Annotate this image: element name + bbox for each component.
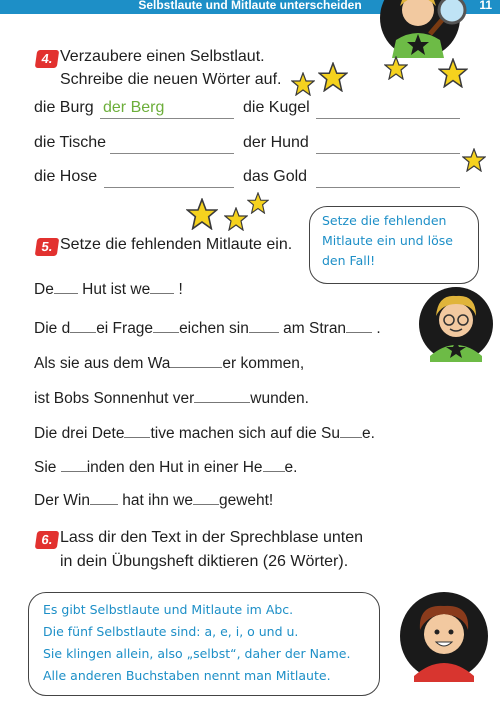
sentence-5 xyxy=(34,423,375,443)
star-icon xyxy=(186,198,218,230)
gap-blank[interactable] xyxy=(153,318,179,333)
task-number-4: 4. xyxy=(35,50,60,68)
sentence-7 xyxy=(34,490,273,510)
answer-line[interactable] xyxy=(110,153,234,154)
text-fragment: ! xyxy=(178,281,183,298)
text-fragment: Die drei Dete xyxy=(34,425,125,442)
boy-avatar xyxy=(398,590,490,682)
text-fragment: De xyxy=(34,281,54,298)
hint-line: Setze die fehlenden xyxy=(322,213,447,228)
sentence-6 xyxy=(34,457,297,477)
hint-line: den Fall! xyxy=(322,253,376,268)
gap-blank[interactable] xyxy=(346,318,372,333)
gap-blank[interactable] xyxy=(61,457,87,472)
answer-line[interactable] xyxy=(316,118,460,119)
gap-blank[interactable] xyxy=(150,279,174,294)
text-fragment: Als sie aus dem Wa xyxy=(34,355,171,372)
gap-blank[interactable] xyxy=(249,318,279,333)
text-fragment: geweht! xyxy=(218,492,274,509)
gap-blank[interactable] xyxy=(70,318,96,333)
text-fragment: wunden. xyxy=(250,390,309,407)
word-der-hund: der Hund xyxy=(243,134,309,151)
text-fragment: hat ihn we xyxy=(117,492,193,509)
task4-instruction-line2: Schreibe die neuen Wörter auf. xyxy=(60,71,282,88)
task6-instruction-line2: in dein Übungsheft diktieren (26 Wörter). xyxy=(60,553,349,570)
dictation-line: Die fünf Selbstlaute sind: a, e, i, o und u. xyxy=(43,624,299,639)
task6-instruction-line1: Lass dir den Text in der Sprechblase unten xyxy=(60,529,364,546)
star-icon xyxy=(462,148,486,172)
word-das-gold: das Gold xyxy=(243,168,308,185)
word-die-hose: die Hose xyxy=(34,168,98,185)
answer-line[interactable] xyxy=(100,118,234,119)
gap-blank[interactable] xyxy=(340,423,362,438)
detective-avatar xyxy=(418,286,494,362)
task-number-6: 6. xyxy=(35,531,60,549)
task-number-5: 5. xyxy=(35,238,60,256)
gap-blank[interactable] xyxy=(194,388,250,403)
sentence-3 xyxy=(34,353,304,373)
text-fragment: Hut ist we xyxy=(82,281,151,298)
text-fragment: er kommen, xyxy=(222,355,305,372)
task4-instruction-line1: Verzaubere einen Selbstlaut. xyxy=(60,48,265,65)
dictation-line: Es gibt Selbstlaute und Mitlaute im Abc. xyxy=(43,602,294,617)
gap-blank[interactable] xyxy=(170,353,222,368)
text-fragment: inden den Hut in einer He xyxy=(86,459,263,476)
text-fragment: ei Frage xyxy=(96,320,154,337)
task5-instruction: Setze die fehlenden Mitlaute ein. xyxy=(60,236,293,253)
answer-der-berg: der Berg xyxy=(103,99,165,116)
text-fragment: tive machen sich auf die Su xyxy=(150,425,341,442)
hint-line: Mitlaute ein und löse xyxy=(322,233,453,248)
gap-blank[interactable] xyxy=(193,490,219,505)
detective-magnifier-illustration xyxy=(378,0,478,58)
dictation-line: Sie klingen allein, also „selbst“, daher der Name. xyxy=(43,646,351,661)
sentence-1 xyxy=(34,279,183,299)
text-fragment: e. xyxy=(362,425,375,442)
gap-blank[interactable] xyxy=(54,279,78,294)
word-die-tische: die Tische xyxy=(34,134,107,151)
gap-blank[interactable] xyxy=(124,423,150,438)
text-fragment: Die d xyxy=(34,320,71,337)
star-icon xyxy=(247,192,269,214)
sentence-2 xyxy=(34,318,381,338)
hint-speech-bubble xyxy=(309,206,479,284)
answer-line[interactable] xyxy=(104,187,234,188)
star-icon xyxy=(291,72,315,96)
gap-blank[interactable] xyxy=(90,490,118,505)
sentence-4 xyxy=(34,388,309,408)
text-fragment: am Stran xyxy=(283,320,347,337)
gap-blank[interactable] xyxy=(263,457,285,472)
text-fragment: eichen sin xyxy=(179,320,249,337)
text-fragment: . xyxy=(376,320,381,337)
star-icon xyxy=(224,207,248,231)
star-icon xyxy=(318,62,348,92)
word-die-burg: die Burg xyxy=(34,99,94,116)
dictation-speech-bubble xyxy=(28,592,380,696)
page-number: 11 xyxy=(479,0,492,12)
page-title: Selbstlaute und Mitlaute unterscheiden xyxy=(138,0,362,12)
answer-line[interactable] xyxy=(316,153,460,154)
answer-line[interactable] xyxy=(316,187,460,188)
star-icon xyxy=(384,56,408,80)
dictation-line: Alle anderen Buchstaben nennt man Mitlaute. xyxy=(43,668,331,683)
text-fragment: Sie xyxy=(34,459,61,476)
text-fragment: e. xyxy=(284,459,298,476)
word-die-kugel: die Kugel xyxy=(243,99,310,116)
text-fragment: Der Win xyxy=(34,492,90,509)
text-fragment: ist Bobs Sonnenhut ver xyxy=(34,390,195,407)
star-icon xyxy=(438,58,468,88)
